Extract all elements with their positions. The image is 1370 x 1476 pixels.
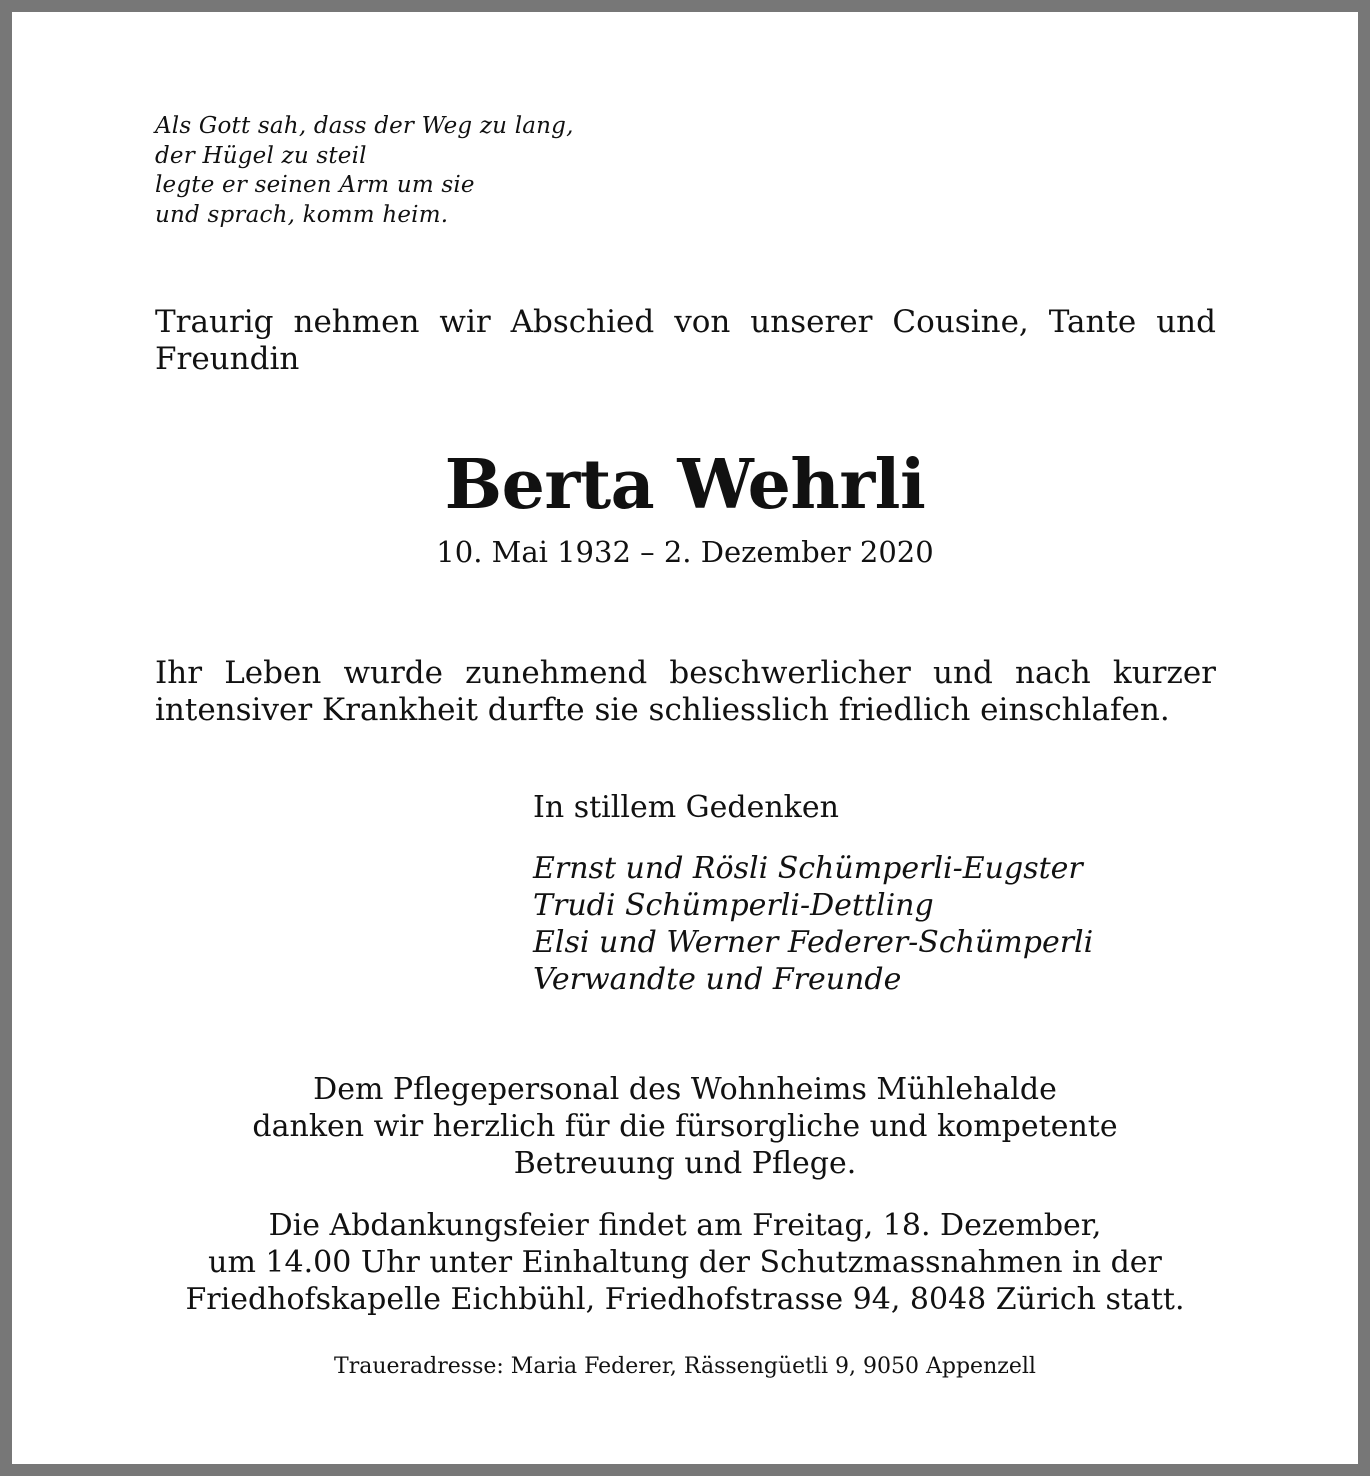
thanks-line: Dem Pflegepersonal des Wohnheims Mühlehalde (313, 1072, 1057, 1107)
service-line: Die Abdankungsfeier findet am Freitag, 18. Dezember, (268, 1208, 1102, 1243)
service-text (12, 1207, 1358, 1318)
obituary-page (12, 12, 1358, 1464)
signer-line: Verwandte und Freunde (533, 962, 902, 997)
life-dates: 10. Mai 1932 – 2. Dezember 2020 (436, 535, 934, 569)
signer-line: Ernst und Rösli Schümperli-Eugster (533, 851, 1083, 886)
thanks-line: Betreuung und Pflege. (513, 1146, 857, 1181)
thanks-text (12, 1071, 1358, 1182)
signers-list (533, 850, 1093, 998)
motto-line: der Hügel zu steil (155, 142, 367, 169)
signer-line: Trudi Schümperli-Dettling (533, 888, 934, 923)
deceased-name: Berta Wehrli (444, 445, 926, 525)
service-line: Friedhofskapelle Eichbühl, Friedhofstrasse 94, 8048 Zürich statt. (185, 1282, 1185, 1317)
thanks-line: danken wir herzlich für die fürsorgliche und kompetente (252, 1109, 1118, 1144)
signer-line: Elsi und Werner Federer-Schümperli (533, 925, 1094, 960)
motto-verse (155, 112, 574, 230)
motto-line: und sprach, komm heim. (155, 201, 449, 228)
life-text: Ihr Leben wurde zunehmend beschwerlicher und nach kurzer intensiver Krankheit durfte sie schliesslich friedlich einschlafen. (155, 655, 1216, 728)
motto-line: Als Gott sah, dass der Weg zu lang, (155, 113, 574, 139)
motto-line: legte er seinen Arm um sie (155, 172, 475, 198)
memory-heading: In stillem Gedenken (533, 790, 839, 825)
service-line: um 14.00 Uhr unter Einhaltung der Schutzmassnahmen in der (208, 1245, 1162, 1280)
intro-text: Traurig nehmen wir Abschied von unserer Cousine, Tante und Freundin (155, 304, 1216, 377)
mourning-address: Traueradresse: Maria Federer, Rässengüetli 9, 9050 Appenzell (334, 1354, 1036, 1379)
